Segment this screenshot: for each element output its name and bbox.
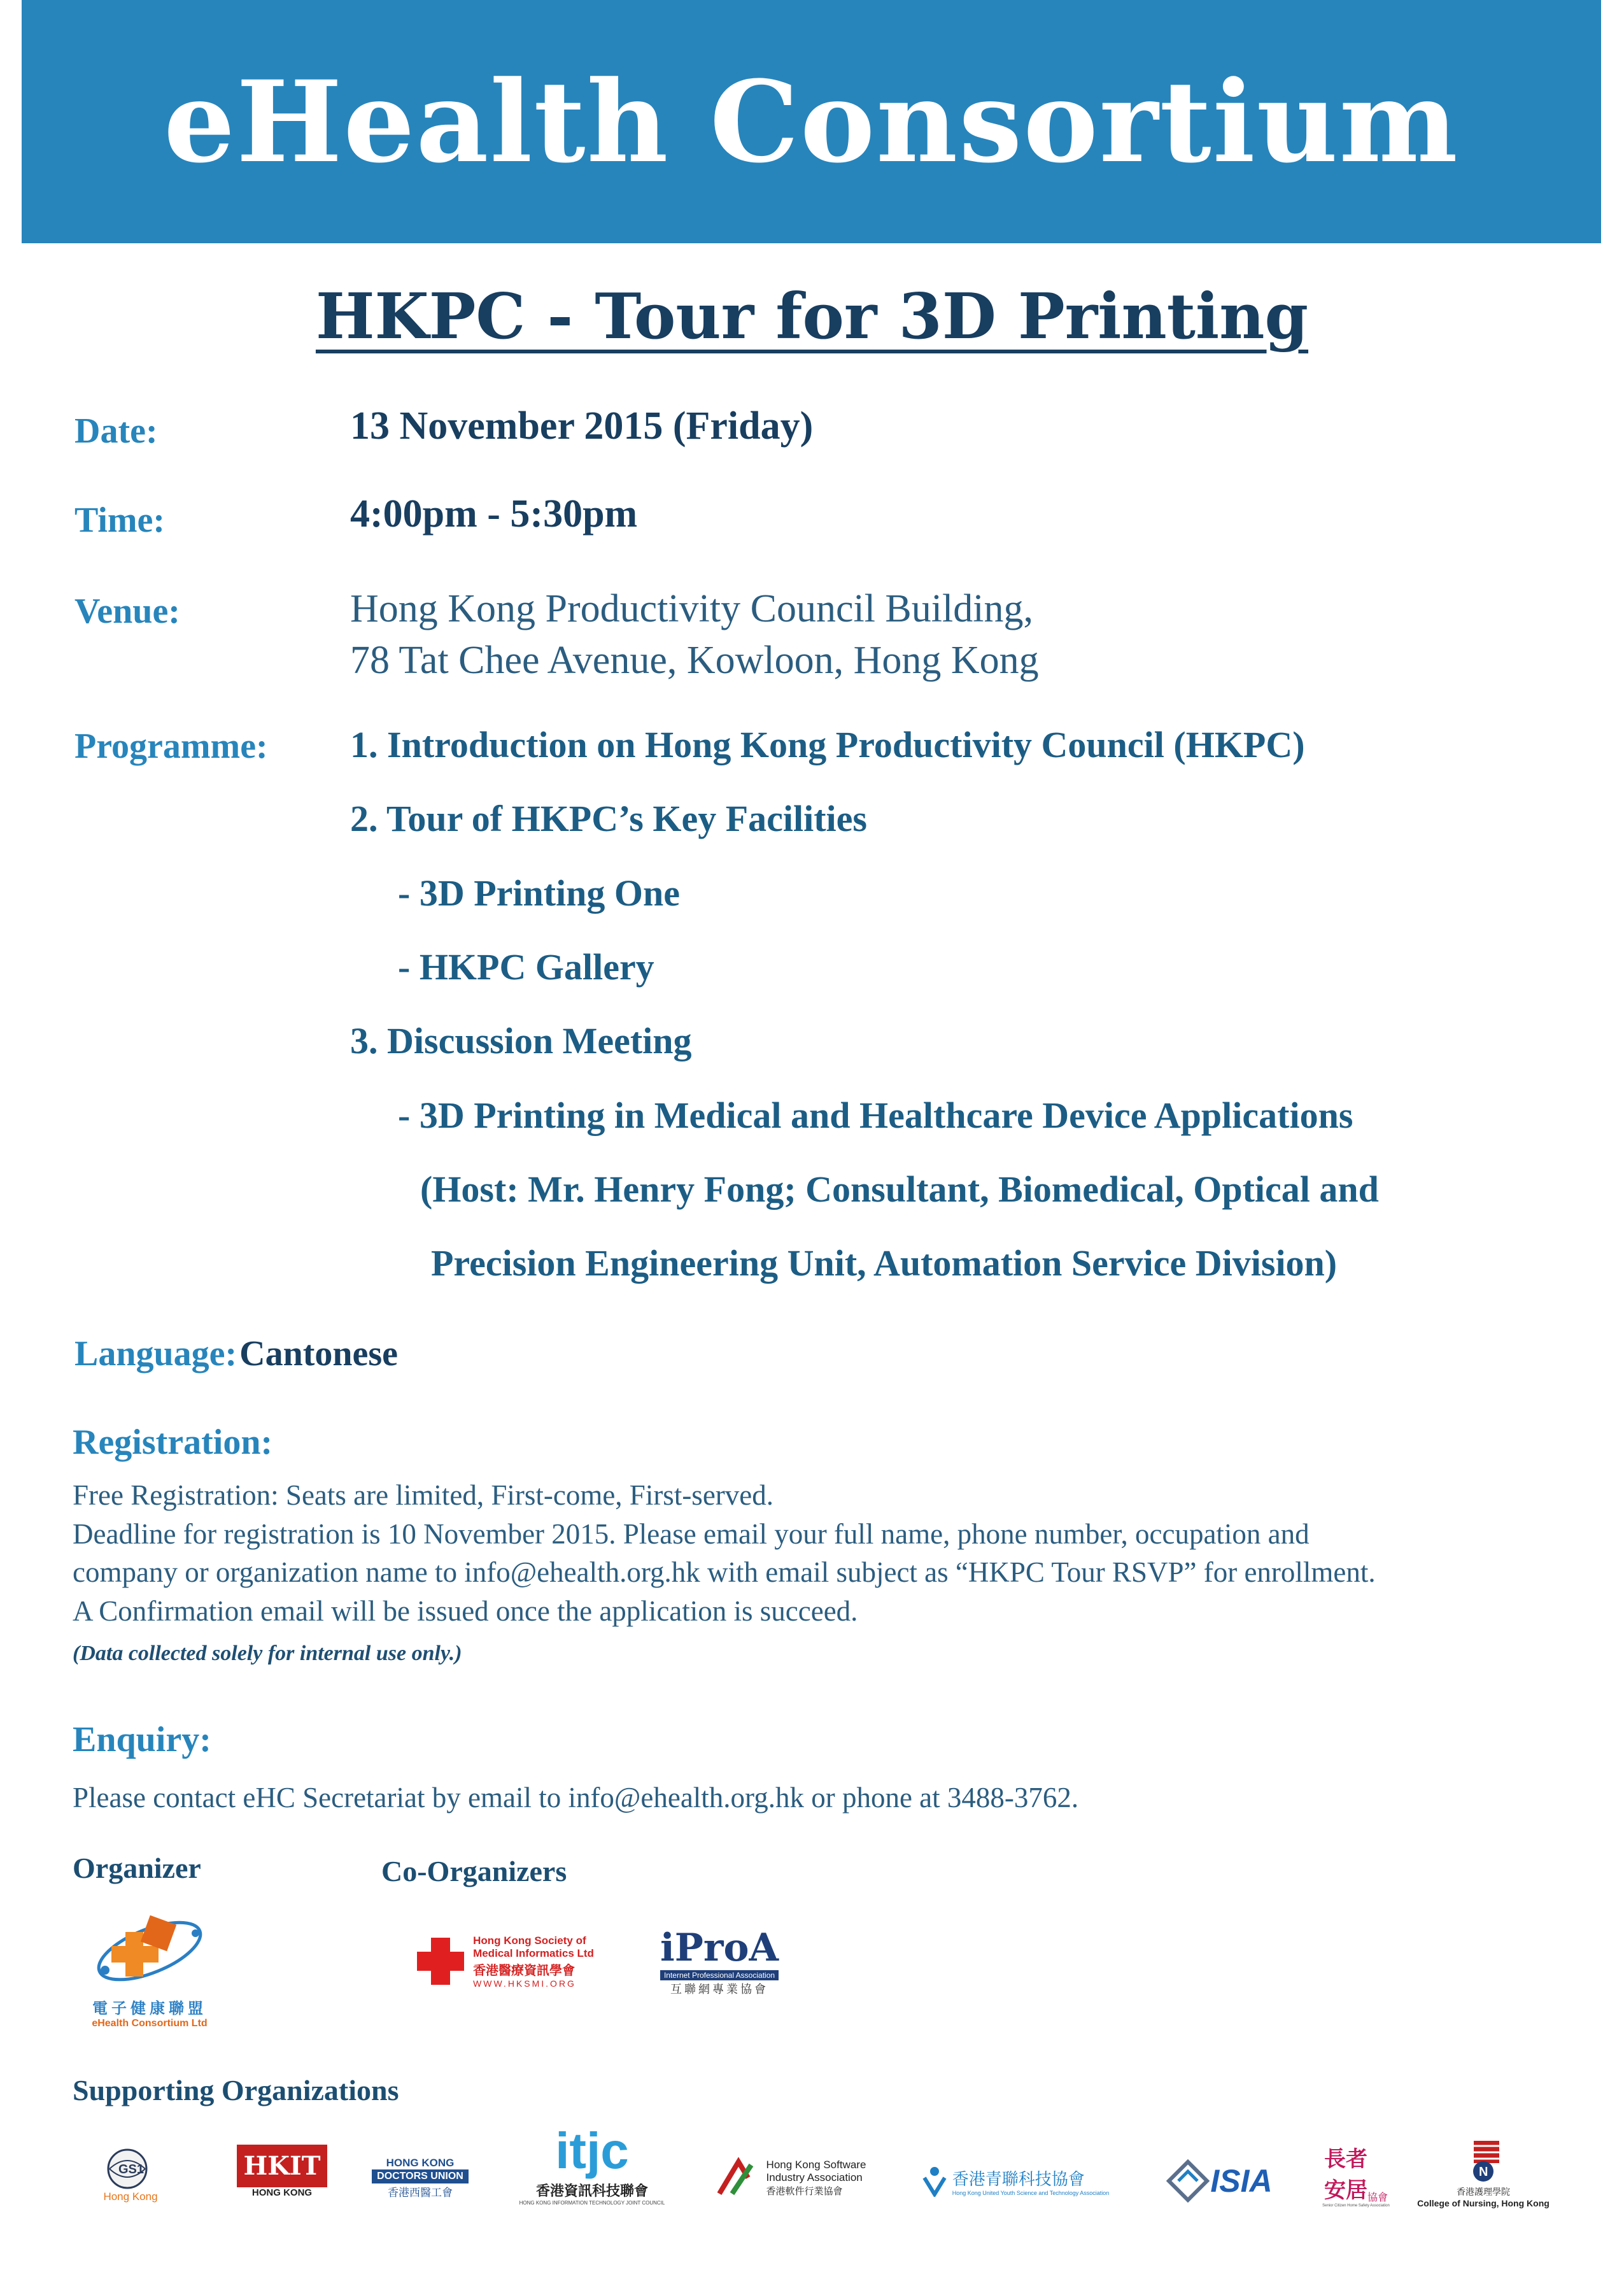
iproa-logo	[646, 1920, 793, 2003]
hkitjc-zh: 香港資訊科技聯會	[535, 2183, 648, 2199]
hkitjc-mark: itjc	[555, 2122, 629, 2179]
co-organizers-heading: Co-Organizers	[381, 1855, 567, 1887]
banner-title: eHealth Consortium	[164, 55, 1459, 188]
programme-subitem: - HKPC Gallery	[398, 946, 654, 988]
organizer-logo-zh: 電子健康聯盟	[92, 1999, 207, 2017]
language-row	[74, 1333, 398, 1374]
hksmi-text	[473, 1935, 594, 1989]
hkuyst-en: Hong Kong United Youth Science and Technology Association	[952, 2189, 1110, 2196]
ehealth-consortium-logo	[76, 1901, 223, 2034]
hkitjc-en: HONG KONG INFORMATION TECHNOLOGY JOINT COUNCIL	[519, 2200, 665, 2206]
college-of-nursing-logo	[1417, 2130, 1550, 2213]
hkuyst-logo	[901, 2155, 1130, 2206]
hkit-mark: HKIT	[237, 2145, 327, 2187]
hkssia-line-2: Industry Association	[766, 2171, 863, 2183]
hksmi-zh: 香港醫療資訊學會	[473, 1963, 575, 1978]
gs1-sub: Hong Kong	[103, 2190, 158, 2203]
registration-line: Deadline for registration is 10 November 2015. Please email your full name, phone number, occupation and	[73, 1518, 1310, 1550]
programme-label: Programme:	[74, 727, 268, 766]
time-value: 4:00pm - 5:30pm	[350, 492, 638, 536]
programme-subitem: - 3D Printing in Medical and Healthcare Device Applications	[398, 1095, 1353, 1136]
red-cross-icon	[412, 1933, 469, 1990]
isia-diamond-icon	[1166, 2159, 1210, 2203]
programme-host: Precision Engineering Unit, Automation Service Division)	[431, 1242, 1338, 1284]
date-label: Date:	[74, 411, 158, 451]
hkdu-logo	[350, 2146, 490, 2210]
venue-line-1: Hong Kong Productivity Council Building,	[350, 587, 1033, 630]
hkssia-emblem-icon	[713, 2155, 764, 2200]
date-value: 13 November 2015 (Friday)	[350, 404, 814, 448]
venue-label: Venue:	[74, 592, 180, 631]
senior-zh-3: 協會	[1367, 2192, 1388, 2203]
hkit-logo	[241, 2130, 323, 2213]
senior-mark-block	[1324, 2141, 1367, 2204]
senior-en: Senior Citizen Home Safety Association	[1322, 2204, 1390, 2208]
enquiry-text: Please contact eHC Secretariat by email to info@ehealth.org.hk or phone at 3488-3762.	[73, 1782, 1079, 1814]
hkuyst-zh: 香港青聯科技協會	[952, 2169, 1085, 2189]
language-value: Cantonese	[239, 1334, 399, 1374]
organizer-heading: Organizer	[73, 1852, 201, 1884]
programme-subitem: - 3D Printing One	[398, 872, 681, 914]
enquiry-heading: Enquiry:	[73, 1720, 211, 1759]
programme-host: (Host: Mr. Henry Fong; Consultant, Biomedical, Optical and	[420, 1168, 1379, 1210]
nursing-zh: 香港護理學院	[1457, 2187, 1510, 2197]
event-title	[0, 280, 1624, 353]
hkssia-zh: 香港軟件行業協會	[766, 2185, 843, 2197]
hksmi-line-1: Hong Kong Society of	[473, 1934, 586, 1947]
ehealth-emblem-icon	[86, 1906, 213, 1996]
registration-note: (Data collected solely for internal use only.)	[73, 1642, 462, 1665]
supporting-heading: Supporting Organizations	[73, 2074, 399, 2106]
hkuyst-figure-icon	[922, 2165, 947, 2197]
header-banner	[22, 0, 1601, 243]
hksmi-logo	[395, 1929, 611, 1993]
iproa-mark: iProA	[660, 1926, 779, 1970]
svg-text:N: N	[1479, 2165, 1488, 2179]
senior-zh-2: 安居	[1324, 2178, 1367, 2203]
hkdu-line-1: HONG KONG	[386, 2156, 455, 2169]
isia-logo	[1146, 2152, 1292, 2210]
isia-mark: ISIA	[1210, 2163, 1273, 2199]
senior-home-safety-logo	[1311, 2136, 1401, 2213]
registration-line: Free Registration: Seats are limited, First-come, First-served.	[73, 1479, 774, 1511]
iproa-zh: 互聯網專業協會	[670, 1983, 768, 1996]
hkitjc-logo	[519, 2113, 665, 2215]
venue-line-2: 78 Tat Chee Avenue, Kowloon, Hong Kong	[350, 639, 1039, 682]
organizer-logo-en: eHealth Consortium Ltd	[92, 2017, 208, 2029]
event-title-text: HKPC - Tour for 3D Printing	[315, 280, 1309, 353]
hkit-sub: HONG KONG	[251, 2187, 313, 2198]
hkssia-logo	[694, 2149, 885, 2206]
nursing-en: College of Nursing, Hong Kong	[1417, 2198, 1550, 2208]
iproa-name: Internet Professional Association	[660, 1970, 779, 1980]
gs1-mark: GS1	[118, 2162, 145, 2176]
programme-item: 2. Tour of HKPC’s Key Facilities	[350, 798, 867, 839]
nursing-ship-icon	[1455, 2134, 1512, 2185]
registration-heading: Registration:	[73, 1423, 273, 1462]
hksmi-line-2: Medical Informatics Ltd	[473, 1947, 594, 1959]
hkdu-line-2: DOCTORS UNION	[372, 2169, 469, 2183]
time-label: Time:	[74, 501, 166, 540]
gs1-globe-icon	[102, 2146, 159, 2190]
language-label: Language:	[74, 1334, 237, 1374]
hkssia-text	[766, 2159, 866, 2197]
hkdu-zh: 香港西醫工會	[388, 2186, 453, 2199]
senior-zh-1: 長者	[1324, 2147, 1367, 2171]
programme-item: 3. Discussion Meeting	[350, 1020, 692, 1061]
hksmi-url: WWW.HKSMI.ORG	[473, 1978, 576, 1989]
senior-mark	[1324, 2141, 1388, 2204]
registration-line: company or organization name to info@ehealth.org.hk with email subject as “HKPC Tour RSVP” for enrollment.	[73, 1556, 1376, 1588]
gs1-logo	[86, 2140, 175, 2210]
hkuyst-text	[952, 2166, 1110, 2196]
hkssia-line-1: Hong Kong Software	[766, 2158, 866, 2171]
registration-line: A Confirmation email will be issued once the application is succeed.	[73, 1595, 858, 1627]
programme-item: 1. Introduction on Hong Kong Productivity Council (HKPC)	[350, 724, 1305, 765]
